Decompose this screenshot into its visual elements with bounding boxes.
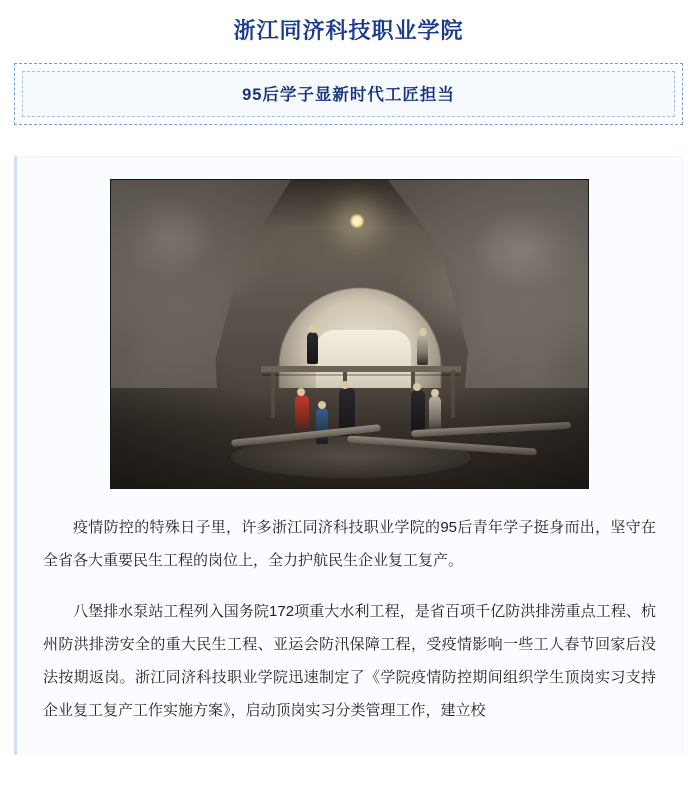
photo-worker — [411, 390, 425, 434]
photo-work-lamp — [349, 213, 365, 229]
tunnel-construction-photo — [110, 179, 589, 489]
photo-worker-head — [341, 381, 349, 389]
photo-worker-head — [413, 383, 421, 391]
photo-worker — [316, 408, 328, 444]
headline-box — [14, 63, 683, 125]
photo-scaffold-leg — [451, 370, 455, 418]
photo-worker-head — [431, 389, 439, 397]
article-paragraph: 八堡排水泵站工程列入国务院172项重大水利工程，是省百项千亿防洪排涝重点工程、杭州防洪排涝安全的重大民生工程、亚运会防汛保障工程，受疫情影响一些工人春节回家后没法按期返岗。浙江同济科技职业学院迅速制定了《学院疫情防控期间组织学生顶岗实习支持企业复工复产工作实施方案》，启动顶岗实习分类管理工作，建立校 — [43, 603, 656, 719]
photo-worker — [417, 335, 428, 365]
headline-inner — [22, 71, 675, 117]
article-body — [14, 156, 683, 755]
article-paragraph: 疫情防控的特殊日子里，许多浙江同济科技职业学院的95后青年学子挺身而出，坚守在全省各大重要民生工程的岗位上，全力护航民生企业复工复产。 — [43, 519, 656, 569]
photo-worker-head — [419, 328, 427, 336]
article-headline: 95后学子显新时代工匠担当 — [242, 86, 455, 104]
photo-worker — [307, 332, 318, 364]
photo-scaffold-platform — [261, 366, 461, 372]
photo-scaffold-leg — [271, 372, 275, 418]
photo-worker — [295, 395, 309, 435]
page-title: 浙江同济科技职业学院 — [233, 18, 464, 43]
photo-worker-head — [309, 325, 317, 333]
photo-worker-head — [318, 401, 326, 409]
photo-worker-head — [297, 388, 305, 396]
article-text — [43, 511, 656, 727]
